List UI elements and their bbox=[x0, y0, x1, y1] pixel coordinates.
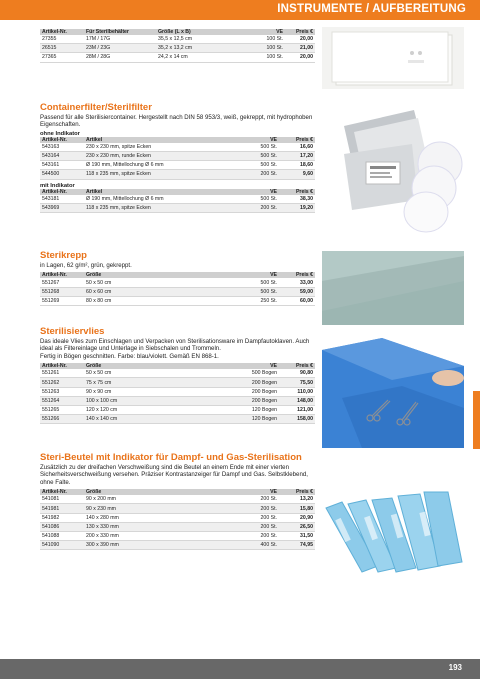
packaging-unit: 500 St. bbox=[234, 278, 279, 287]
article: 230 x 230 mm, spitze Ecken bbox=[84, 143, 234, 152]
col-header: Artikel-Nr. bbox=[40, 272, 84, 278]
article-no: 551264 bbox=[40, 396, 84, 405]
top-table bbox=[40, 29, 315, 63]
price: 90,80 bbox=[279, 369, 315, 378]
article: Ø 190 mm, Mittellochung Ø 6 mm bbox=[84, 195, 234, 204]
packaging-unit: 250 St. bbox=[234, 296, 279, 305]
price: 31,50 bbox=[279, 531, 315, 540]
article-no: 541081 bbox=[40, 495, 84, 504]
table-row bbox=[40, 369, 315, 378]
article-no: 551268 bbox=[40, 287, 84, 296]
col-header: Preis € bbox=[279, 137, 315, 143]
table-row bbox=[40, 44, 315, 53]
packaging-unit: 200 Bogen bbox=[234, 396, 279, 405]
packaging-unit: 500 St. bbox=[234, 287, 279, 296]
article-no: 543164 bbox=[40, 152, 84, 161]
table-row bbox=[40, 143, 315, 152]
size: 60 x 60 cm bbox=[84, 287, 234, 296]
section-description: Passend für alle Sterilisiercontainer. Hergestellt nach DIN 58 953/3, weiß, gekreppt, mit hydrophoben Eigenschaften. bbox=[40, 114, 313, 129]
col-header: Preis € bbox=[279, 363, 315, 369]
section-title: Sterilisiervlies bbox=[40, 326, 105, 337]
article-no: 27355 bbox=[40, 35, 84, 44]
containerfilter-table-1 bbox=[40, 137, 315, 180]
table-row bbox=[40, 415, 315, 424]
section-title: Containerfilter/Sterilfilter bbox=[40, 102, 152, 113]
price: 110,00 bbox=[279, 387, 315, 396]
price: 38,30 bbox=[279, 195, 315, 204]
col-header: Größe (L x B) bbox=[156, 29, 245, 35]
table-row bbox=[40, 387, 315, 396]
container-size: 17M / 17G bbox=[84, 35, 156, 44]
subheading-mit-indikator: mit Indikator bbox=[40, 182, 75, 189]
section-description: in Lagen, 62 g/m², grün, gekreppt. bbox=[40, 262, 132, 269]
article-no: 27365 bbox=[40, 53, 84, 62]
packaging-unit: 120 Bogen bbox=[234, 405, 279, 414]
article-no: 543969 bbox=[40, 203, 84, 212]
article: 230 x 230 mm, runde Ecken bbox=[84, 152, 234, 161]
price: 26,50 bbox=[279, 522, 315, 531]
top-section bbox=[40, 29, 315, 63]
size: 90 x 230 mm bbox=[84, 504, 234, 513]
footer-bar bbox=[0, 659, 480, 679]
col-header: Preis € bbox=[285, 29, 315, 35]
table-row bbox=[40, 296, 315, 305]
col-header: Größe bbox=[84, 272, 234, 278]
price: 33,00 bbox=[279, 278, 315, 287]
article-no: 26515 bbox=[40, 44, 84, 53]
packaging-unit: 200 St. bbox=[234, 495, 279, 504]
sterilisiervlies-table bbox=[40, 363, 315, 424]
section-tab-marker bbox=[473, 391, 480, 449]
subheading-ohne-indikator: ohne Indikator bbox=[40, 130, 80, 137]
packaging-unit: 100 St. bbox=[245, 53, 285, 62]
header-title: INSTRUMENTE / AUFBEREITUNG bbox=[277, 3, 466, 15]
sterikrepp-table bbox=[40, 272, 315, 306]
article-no: 551263 bbox=[40, 387, 84, 396]
packaging-unit: 500 Bogen bbox=[234, 369, 279, 378]
packaging-unit: 120 Bogen bbox=[234, 415, 279, 424]
price: 17,20 bbox=[279, 152, 315, 161]
col-header: VE bbox=[234, 137, 279, 143]
article-no: 543163 bbox=[40, 143, 84, 152]
price: 59,00 bbox=[279, 287, 315, 296]
filter-sheets-image bbox=[322, 27, 464, 89]
col-header: Artikel-Nr. bbox=[40, 137, 84, 143]
table-row bbox=[40, 287, 315, 296]
article-no: 541982 bbox=[40, 513, 84, 522]
table-row bbox=[40, 170, 315, 179]
col-header: Artikel bbox=[84, 137, 234, 143]
packaging-unit: 200 Bogen bbox=[234, 378, 279, 387]
packaging-unit: 500 St. bbox=[234, 195, 279, 204]
price: 75,50 bbox=[279, 378, 315, 387]
steribeutel-section bbox=[40, 452, 320, 550]
col-header: Preis € bbox=[279, 189, 315, 195]
col-header: VE bbox=[234, 272, 279, 278]
price: 13,20 bbox=[279, 495, 315, 504]
table-row bbox=[40, 278, 315, 287]
sterikrepp-image bbox=[322, 251, 464, 325]
section-description-2: Fertig in Bögen geschnitten. Farbe: blau/violett. Gemäß EN 868-1. bbox=[40, 352, 219, 360]
dimensions: 24,2 x 14 cm bbox=[156, 53, 245, 62]
article-no: 541981 bbox=[40, 504, 84, 513]
price: 21,00 bbox=[285, 44, 315, 53]
table-row bbox=[40, 195, 315, 204]
packaging-unit: 500 St. bbox=[234, 143, 279, 152]
size: 75 x 75 cm bbox=[84, 378, 234, 387]
packaging-unit: 400 St. bbox=[234, 541, 279, 550]
col-header: Artikel-Nr. bbox=[40, 489, 84, 495]
size: 200 x 330 mm bbox=[84, 531, 234, 540]
packaging-unit: 200 St. bbox=[234, 170, 279, 179]
section-title: Sterikrepp bbox=[40, 250, 87, 261]
price: 18,60 bbox=[279, 161, 315, 170]
sterilisiervlies-image bbox=[322, 338, 464, 448]
packaging-unit: 200 Bogen bbox=[234, 387, 279, 396]
price: 15,80 bbox=[279, 504, 315, 513]
article-no: 543181 bbox=[40, 195, 84, 204]
col-header: Artikel-Nr. bbox=[40, 189, 84, 195]
table-row bbox=[40, 152, 315, 161]
table-row bbox=[40, 161, 315, 170]
price: 20,00 bbox=[285, 35, 315, 44]
containerfilter-table-2 bbox=[40, 189, 315, 213]
packaging-unit: 200 St. bbox=[234, 203, 279, 212]
section-description: Zusätzlich zu der dreifachen Verschweißung sind die Beutel an einem Ende mit einer vierten Sicherheitsverschweißung versehen. Präziser Kontrastanzeiger für Dampf und Gas. Selbstklebend, ohne Falte. bbox=[40, 464, 308, 486]
table-row bbox=[40, 396, 315, 405]
article-no: 544500 bbox=[40, 170, 84, 179]
steribeutel-table bbox=[40, 489, 315, 550]
size: 50 x 50 cm bbox=[84, 369, 234, 378]
header-bar bbox=[0, 0, 480, 20]
packaging-unit: 200 St. bbox=[234, 513, 279, 522]
article-no: 543161 bbox=[40, 161, 84, 170]
price: 20,90 bbox=[279, 513, 315, 522]
packaging-unit: 100 St. bbox=[245, 44, 285, 53]
article-no: 551267 bbox=[40, 278, 84, 287]
price: 16,60 bbox=[279, 143, 315, 152]
table-row bbox=[40, 203, 315, 212]
col-header: VE bbox=[245, 29, 285, 35]
article-no: 551265 bbox=[40, 405, 84, 414]
packaging-unit: 200 St. bbox=[234, 522, 279, 531]
containerfilter-section bbox=[40, 102, 320, 213]
table-row bbox=[40, 541, 315, 550]
price: 9,60 bbox=[279, 170, 315, 179]
steribeutel-image bbox=[322, 488, 464, 578]
containerfilter-image bbox=[322, 104, 464, 236]
col-header: Artikel bbox=[84, 189, 234, 195]
col-header: VE bbox=[234, 363, 279, 369]
table-row bbox=[40, 378, 315, 387]
table-row bbox=[40, 513, 315, 522]
size: 80 x 80 cm bbox=[84, 296, 234, 305]
article-no: 551269 bbox=[40, 296, 84, 305]
size: 90 x 90 cm bbox=[84, 387, 234, 396]
article-no: 541090 bbox=[40, 541, 84, 550]
table-row bbox=[40, 35, 315, 44]
size: 140 x 140 cm bbox=[84, 415, 234, 424]
article-no: 551261 bbox=[40, 369, 84, 378]
col-header: Preis € bbox=[279, 272, 315, 278]
price: 148,00 bbox=[279, 396, 315, 405]
article: Ø 190 mm, Mittellochung Ø 6 mm bbox=[84, 161, 234, 170]
size: 130 x 330 mm bbox=[84, 522, 234, 531]
article-no: 551266 bbox=[40, 415, 84, 424]
price: 74,95 bbox=[279, 541, 315, 550]
price: 158,00 bbox=[279, 415, 315, 424]
price: 20,00 bbox=[285, 53, 315, 62]
article-no: 551262 bbox=[40, 378, 84, 387]
col-header: VE bbox=[234, 189, 279, 195]
size: 100 x 100 cm bbox=[84, 396, 234, 405]
col-header: Größe bbox=[84, 363, 234, 369]
col-header: Preis € bbox=[279, 489, 315, 495]
page-number: 193 bbox=[448, 663, 462, 672]
col-header: Artikel-Nr. bbox=[40, 29, 84, 35]
section-title: Steri-Beutel mit Indikator für Dampf- und Gas-Sterilisation bbox=[40, 452, 302, 463]
table-row bbox=[40, 504, 315, 513]
article: 118 x 235 mm, spitze Ecken bbox=[84, 170, 234, 179]
section-description: Das ideale Vlies zum Einschlagen und Verpacken von Sterilisationsware im Dampfautoklaven. Auch ideal als Filtereinlage und Unterlage in Siebschalen und Trommeln. bbox=[40, 338, 310, 353]
sterilisiervlies-section bbox=[40, 326, 320, 424]
col-header: Für Sterilbehälter bbox=[84, 29, 156, 35]
col-header: VE bbox=[234, 489, 279, 495]
size: 300 x 390 mm bbox=[84, 541, 234, 550]
size: 140 x 280 mm bbox=[84, 513, 234, 522]
table-row bbox=[40, 531, 315, 540]
packaging-unit: 200 St. bbox=[234, 504, 279, 513]
size: 120 x 120 cm bbox=[84, 405, 234, 414]
table-row bbox=[40, 495, 315, 504]
table-row bbox=[40, 405, 315, 414]
price: 121,00 bbox=[279, 405, 315, 414]
size: 90 x 200 mm bbox=[84, 495, 234, 504]
price: 60,00 bbox=[279, 296, 315, 305]
packaging-unit: 500 St. bbox=[234, 161, 279, 170]
container-size: 23M / 23G bbox=[84, 44, 156, 53]
col-header: Artikel-Nr. bbox=[40, 363, 84, 369]
dimensions: 35,2 x 13,2 cm bbox=[156, 44, 245, 53]
col-header: Größe bbox=[84, 489, 234, 495]
article-no: 541088 bbox=[40, 531, 84, 540]
article: 118 x 235 mm, spitze Ecken bbox=[84, 203, 234, 212]
dimensions: 35,5 x 12,5 cm bbox=[156, 35, 245, 44]
table-row bbox=[40, 522, 315, 531]
packaging-unit: 500 St. bbox=[234, 152, 279, 161]
table-row bbox=[40, 53, 315, 62]
size: 50 x 50 cm bbox=[84, 278, 234, 287]
packaging-unit: 200 St. bbox=[234, 531, 279, 540]
sterikrepp-section bbox=[40, 250, 320, 306]
article-no: 541086 bbox=[40, 522, 84, 531]
price: 19,20 bbox=[279, 203, 315, 212]
container-size: 28M / 28G bbox=[84, 53, 156, 62]
packaging-unit: 100 St. bbox=[245, 35, 285, 44]
